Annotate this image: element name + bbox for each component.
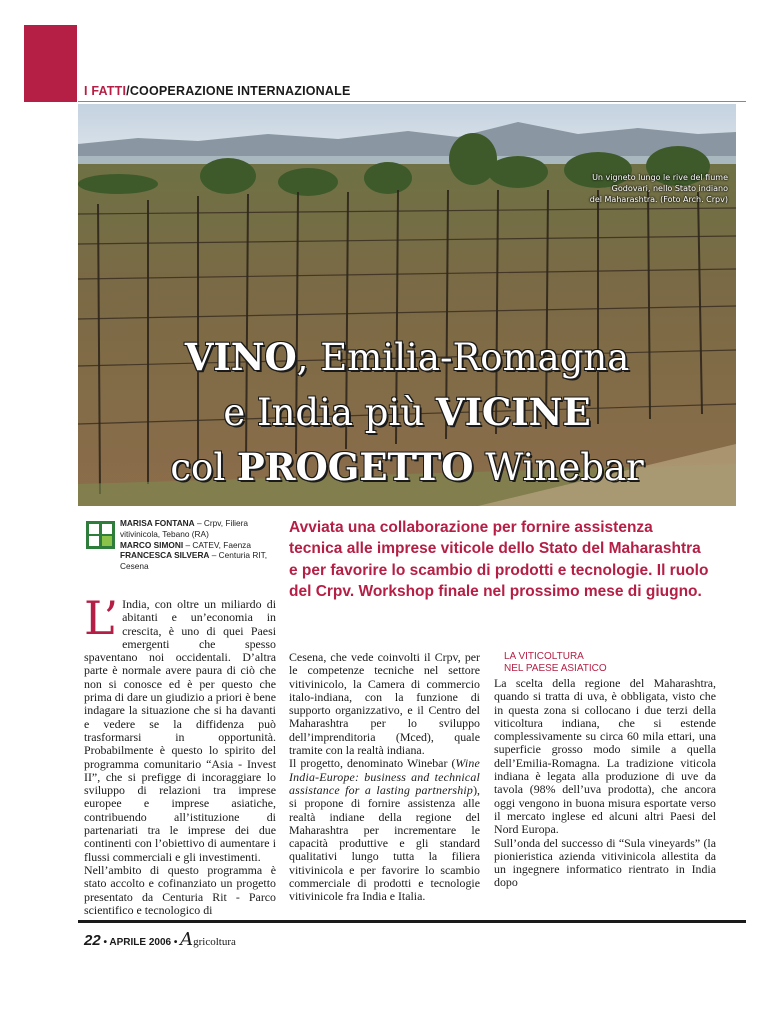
magazine-initial: A [180,929,194,950]
authors-block [120,518,270,572]
body-paragraph: Nell’ambito di questo programma è stato accolto e cofinanziato un progetto presentato da Centuria Rit - Parco scientifico e tecnologico di [84,862,276,917]
photo-caption-line: Godovari, nello Stato indiano [611,184,728,193]
headline-word: e India più [223,391,436,434]
magazine-name: gricoltura [193,936,236,948]
bottom-rule [78,920,746,923]
section-subcategory: /COOPERAZIONE INTERNAZIONALE [126,84,351,98]
body-paragraph: Cesena, che vede coinvolti il Crpv, per le competenze tecniche nel settore vitivinicolo, la Camera di commercio italo-indiana, con la funzione di supporto organizzativo, e il Centro del Maharashtra per lo sviluppo dell’imprenditoria (Mced), quale tramite con la realtà indiana. [289,650,480,758]
photo-caption-line: del Maharashtra. (Foto Arch. Crpv) [589,195,728,204]
body-column-3 [494,651,716,890]
headline-word: VINO [184,335,297,379]
footer-separator: • [171,937,181,948]
body-column-2 [289,651,480,904]
body-paragraph: Sull’onda del successo di “Sula vineyards” (la pionieristica azienda vitivinicola allestita da un ingegnere informatico rientrato in India dopo [494,835,716,890]
headline-word: Winebar [473,446,644,489]
headline-word: PROGETTO [236,445,474,489]
issue-date: APRILE 2006 [109,937,172,948]
hero-photo [78,104,736,506]
author-role: – CATEV, Faenza [183,539,251,550]
footer-separator: • [100,937,110,948]
author-entry [120,518,270,540]
page-number: 22 [84,932,101,949]
author-name: FRANCESCA SILVERA [120,550,210,561]
photo-caption-line: Un vigneto lungo le rive del fiume [592,173,728,182]
headline-line-1 [78,330,736,385]
subheading [504,651,716,675]
headline-word: col [170,446,237,489]
headline-line-3 [78,440,736,495]
subheading-line: NEL PAESE ASIATICO [504,663,607,674]
body-paragraph [289,757,480,903]
headline-line-2 [78,385,736,440]
author-role: – Crpv, Filiera vitivinicola, Tebano (RA) [120,518,248,539]
author-role: – Centuria RIT, Cesena [120,550,268,572]
header-rule [78,101,746,102]
author-entry [120,540,270,551]
article-deck: Avviata una collaborazione per fornire assistenza tecnica alle imprese viticole dello Stato del Maharashtra e per favorire lo scambio di prodotti e tecnologie. Il ruolo del Crpv. Workshop finale nel prossimo mese di giugno. [289,519,709,601]
body-italic-text: Wine India-Europe: business and technical assistance for a lasting partnership [289,756,480,797]
photo-caption [568,172,728,205]
drop-cap: L’ [84,591,119,645]
body-text: ), si propone di fornire assistenza alle realtà indiane della regione del Maharashtra per incrementare le capacità produttive e gli standard qualitativi lungo tutta la filiera vitivinicola e per favorire lo scambio commerciale di prodotti e tecnologie vitivinicole fra India e Italia. [289,782,480,904]
author-entry [120,550,270,572]
author-name: MARISA FONTANA [120,518,195,528]
subheading-line: LA VITICOLTURA [504,651,584,662]
page-footer [84,929,236,950]
corner-color-block [24,25,77,102]
headline-word: , Emilia-Romagna [296,336,630,379]
headline [78,330,736,495]
section-category: I FATTI [84,84,127,98]
body-text: Il progetto, denominato Winebar ( [289,756,456,771]
crpv-logo-icon [86,521,115,549]
author-name: MARCO SIMONI [120,539,184,550]
headline-word: VICINE [435,390,591,434]
body-paragraph: India, con oltre un miliardo di abitanti e un’economia in crescita, è uno di quei Paesi emergenti che spesso spaventano noi occidentali. D’altra parte è normale avere paura di ciò che non si conosce ed è per questo che prima di dare un giudizio a priori è bene indagare la situazione che si ha davanti e vedere se la diffidenza può trasformarsi in opportunità. Probabilmente è questo lo spirito del programma comunitario “Asia - Invest II”, che si prefigge di incoraggiare lo sviluppo di relazioni tra imprese europee e imprese asiatiche, contribuendo all’istituzione di partenariati tra le imprese dei due continenti con l’obiettivo di aumentare i flussi commerciali e gli investimenti. [84,597,276,864]
body-column-1 [84,591,276,917]
section-header [84,84,351,98]
body-paragraph: La scelta della regione del Maharashtra, quando si tratta di uva, è obbligata, visto che in questa zona si collocano i due terzi della viticoltura indiana, che si estende complessivamente su circa 60 mila ettari, una superficie grosso modo simile a quella dell’Emilia-Romagna. La tradizione viticola indiana è legata alla produzione di uve da tavola (98% dell’uva prodotta), che ancora oggi vengono in buona misura esportate verso il mercato inglese ed alcuni altri Paesi del Nord Europa. [494,676,716,837]
